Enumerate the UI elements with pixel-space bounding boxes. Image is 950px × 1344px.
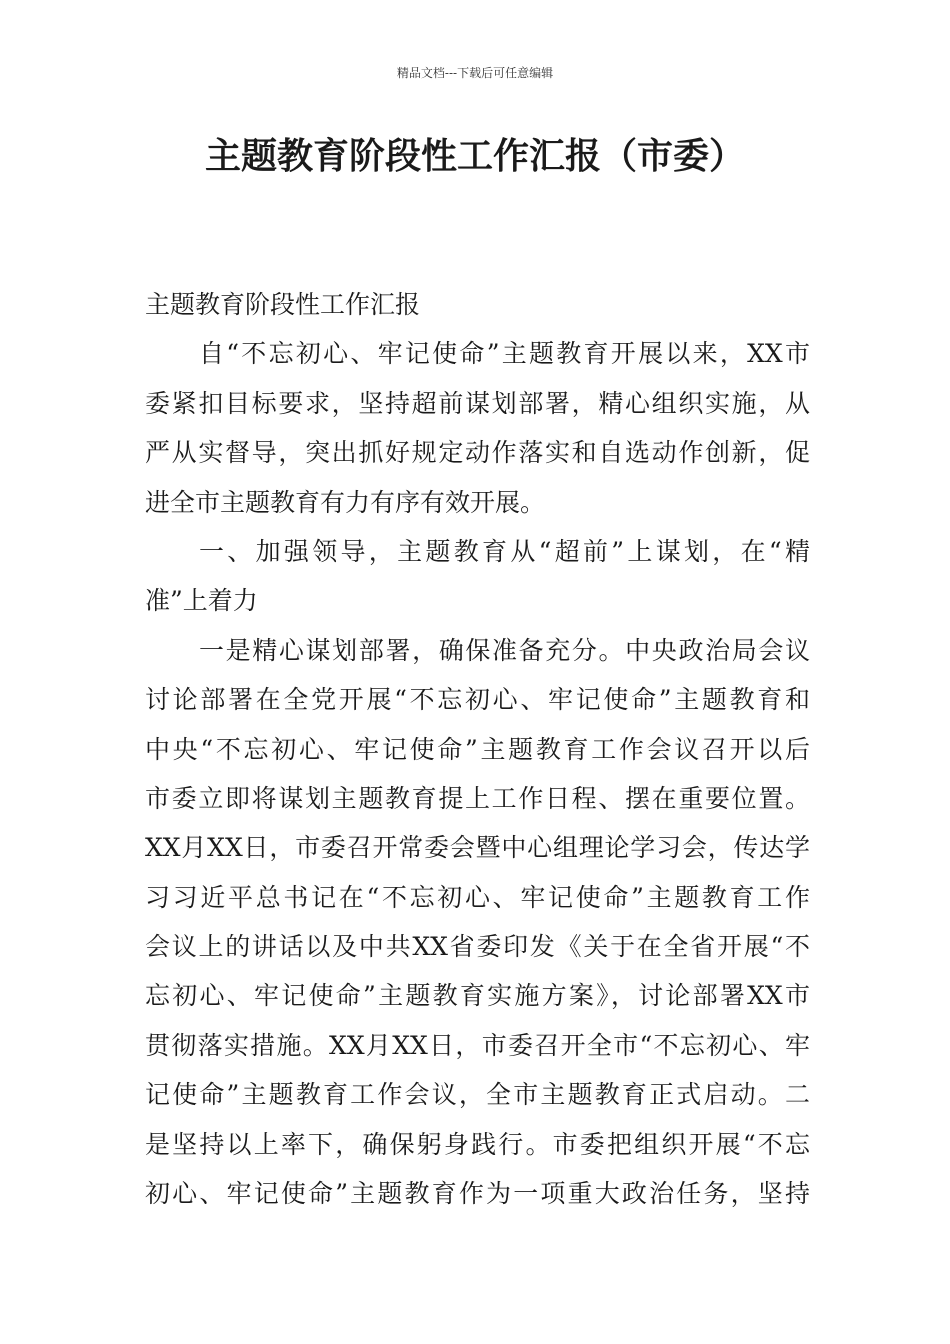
text-line: 习习近平总书记在“不忘初心、牢记使命”主题教育工作 [145, 882, 810, 912]
text-line: 中央“不忘初心、牢记使命”主题教育工作会议召开以后 [145, 734, 810, 764]
text-line: 初心、牢记使命”主题教育作为一项重大政治任务，坚持 [145, 1179, 810, 1209]
text-line: 自“不忘初心、牢记使命”主题教育开展以来，XX市 [199, 339, 810, 369]
text-line: 主题教育阶段性工作汇报 [145, 290, 421, 319]
text-line: 讨论部署在全党开展“不忘初心、牢记使命”主题教育和 [145, 685, 810, 715]
document-body [145, 280, 810, 1218]
text-line: 会议上的讲话以及中共XX省委印发《关于在全省开展“不 [145, 932, 810, 962]
page-header-note: 精品文档---下载后可任意编辑 [396, 66, 554, 80]
text-line: 市委立即将谋划主题教育提上工作日程、摆在重要位置。 [145, 783, 810, 813]
text-line: 是坚持以上率下，确保躬身践行。市委把组织开展“不忘 [145, 1129, 810, 1159]
text-line: 一是精心谋划部署，确保准备充分。中央政治局会议 [199, 635, 810, 665]
text-line: 委紧扣目标要求，坚持超前谋划部署，精心组织实施，从 [145, 388, 810, 418]
text-line: 贯彻落实措施。XX月XX日，市委召开全市“不忘初心、牢 [145, 1030, 810, 1060]
text-line: 忘初心、牢记使命”主题教育实施方案》，讨论部署XX市 [145, 981, 810, 1011]
text-line: 一、加强领导，主题教育从“超前”上谋划，在“精 [199, 536, 810, 566]
text-line: 进全市主题教育有力有序有效开展。 [145, 487, 546, 517]
text-line: 记使命”主题教育工作会议，全市主题教育正式启动。二 [145, 1080, 810, 1110]
text-line: 准”上着力 [145, 586, 258, 616]
text-line: XX月XX日，市委召开常委会暨中心组理论学习会，传达学 [145, 833, 810, 863]
document-title: 主题教育阶段性工作汇报（市委） [204, 136, 745, 177]
text-line: 严从实督导，突出抓好规定动作落实和自选动作创新，促 [145, 438, 810, 468]
